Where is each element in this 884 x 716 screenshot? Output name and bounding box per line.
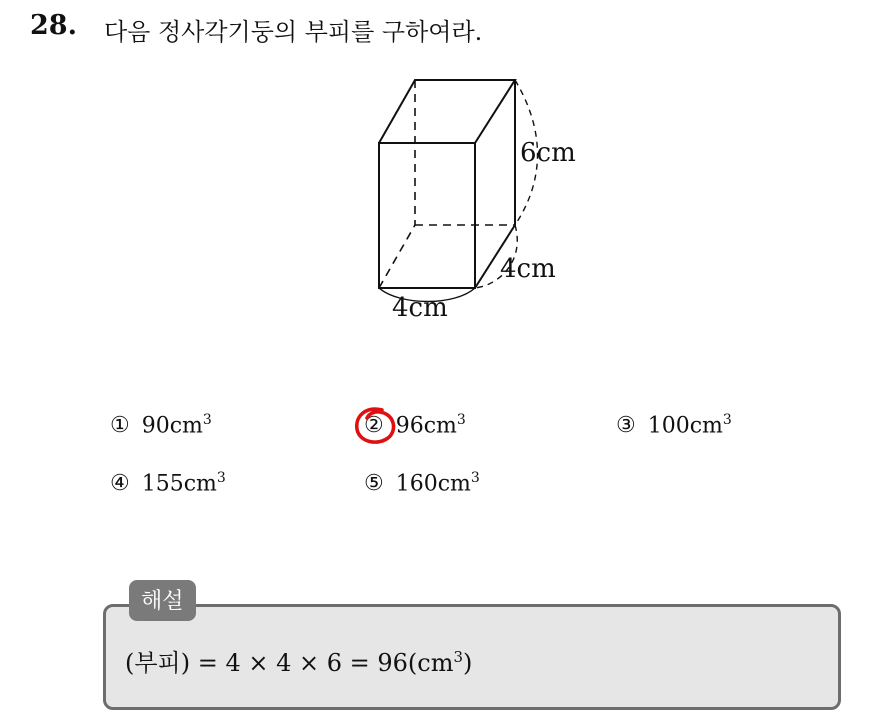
choice-4-number: ④	[110, 471, 130, 497]
width-label: 4cm	[392, 293, 448, 323]
depth-label: 4cm	[500, 254, 556, 284]
choice-5[interactable]	[364, 470, 480, 496]
choice-2-value: $96cm^3$	[395, 412, 466, 439]
choice-2[interactable]	[364, 412, 466, 438]
choice-3-value: $100cm^3$	[647, 412, 732, 439]
choice-1-value: $90cm^3$	[141, 412, 212, 439]
choice-4-value: $155cm^3$	[141, 470, 226, 497]
choice-3-number: ③	[616, 413, 636, 439]
choice-1-number: ①	[110, 413, 130, 439]
choice-3[interactable]	[616, 412, 732, 438]
hidden-bottom-left-edge	[379, 225, 415, 288]
choice-4[interactable]	[110, 470, 226, 496]
top-face	[379, 80, 515, 143]
solution-label: 해설	[129, 580, 196, 621]
front-face	[379, 143, 475, 288]
solution-formula: (부피) = $4 \times 4 \times 6 = 96(cm^3)$	[125, 648, 473, 677]
choice-5-number: ⑤	[364, 471, 384, 497]
prism-figure	[340, 70, 600, 330]
choice-5-value: $160cm^3$	[395, 470, 480, 497]
question-number: 28.	[30, 10, 77, 41]
choice-1[interactable]	[110, 412, 212, 438]
choice-2-number: ②	[364, 413, 384, 439]
question-text: 다음 정사각기둥의 부피를 구하여라.	[104, 18, 483, 46]
height-label: 6cm	[520, 138, 576, 168]
